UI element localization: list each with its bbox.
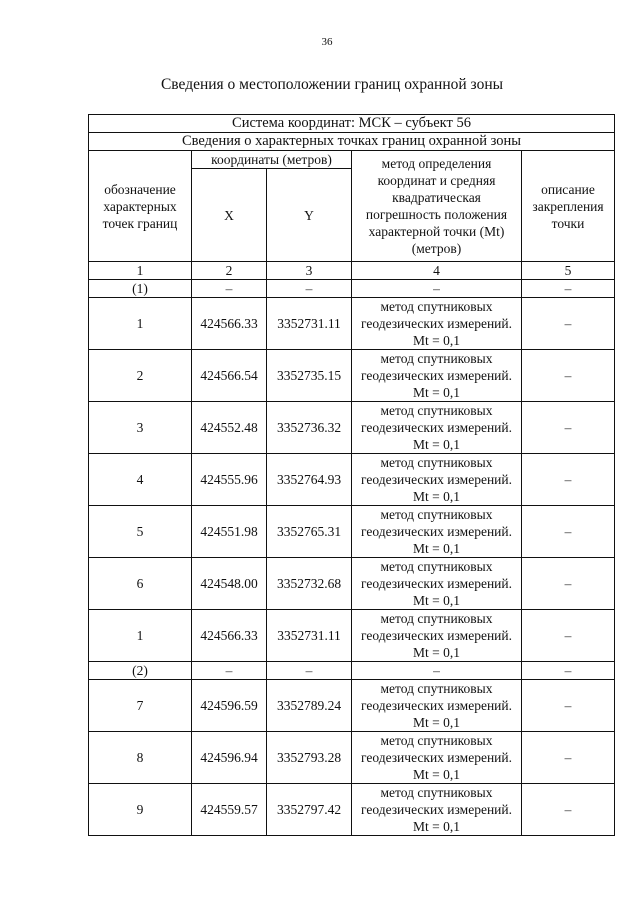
method-cell: – — [352, 662, 522, 680]
section-info-row — [89, 133, 615, 151]
column-number: 1 — [89, 262, 192, 280]
y-coordinate: 3352797.42 — [267, 784, 352, 836]
column-number: 5 — [522, 262, 615, 280]
x-coordinate: 424559.57 — [192, 784, 267, 836]
header-y: Y — [267, 169, 352, 262]
y-coordinate: 3352789.24 — [267, 680, 352, 732]
point-label: 4 — [89, 454, 192, 506]
y-coordinate: 3352735.15 — [267, 350, 352, 402]
column-number: 3 — [267, 262, 352, 280]
x-coordinate: 424566.33 — [192, 298, 267, 350]
point-label: 1 — [89, 610, 192, 662]
point-label: 3 — [89, 402, 192, 454]
point-label: 2 — [89, 350, 192, 402]
y-coordinate: 3352731.11 — [267, 298, 352, 350]
x-coordinate: 424566.33 — [192, 610, 267, 662]
section-info-cell: Сведения о характерных точках границ охранной зоны — [89, 133, 615, 151]
method-cell: метод спутниковых геодезических измерений. Mt = 0,1 — [352, 558, 522, 610]
table-row — [89, 506, 615, 558]
table-row — [89, 610, 615, 662]
method-cell: метод спутниковых геодезических измерений. Mt = 0,1 — [352, 732, 522, 784]
method-cell: метод спутниковых геодезических измерений. Mt = 0,1 — [352, 784, 522, 836]
description-cell: – — [522, 784, 615, 836]
description-cell: – — [522, 402, 615, 454]
point-label: 6 — [89, 558, 192, 610]
table-row — [89, 558, 615, 610]
description-cell: – — [522, 558, 615, 610]
header-description: описание закрепления точки — [522, 151, 615, 262]
description-cell: – — [522, 350, 615, 402]
column-number: 4 — [352, 262, 522, 280]
y-coordinate: 3352731.11 — [267, 610, 352, 662]
x-coordinate: – — [192, 662, 267, 680]
y-coordinate: 3352793.28 — [267, 732, 352, 784]
contour-label: (1) — [89, 280, 192, 298]
table-row — [89, 402, 615, 454]
header-method: метод определения координат и средняя квадратическая погрешность положения характерной точки (Mt) (метров) — [352, 151, 522, 262]
header-designation: обозначение характерных точек границ — [89, 151, 192, 262]
x-coordinate: – — [192, 280, 267, 298]
table-row — [89, 680, 615, 732]
method-cell: метод спутниковых геодезических измерений. Mt = 0,1 — [352, 610, 522, 662]
description-cell: – — [522, 680, 615, 732]
x-coordinate: 424555.96 — [192, 454, 267, 506]
x-coordinate: 424596.59 — [192, 680, 267, 732]
coordinate-system-cell: Система координат: МСК – субъект 56 — [89, 115, 615, 133]
point-label: 1 — [89, 298, 192, 350]
contour-label: (2) — [89, 662, 192, 680]
description-cell: – — [522, 298, 615, 350]
x-coordinate: 424566.54 — [192, 350, 267, 402]
table-row — [89, 298, 615, 350]
description-cell: – — [522, 732, 615, 784]
column-numbers-row — [89, 262, 615, 280]
coordinate-system-row — [89, 115, 615, 133]
method-cell: метод спутниковых геодезических измерений. Mt = 0,1 — [352, 506, 522, 558]
x-coordinate: 424596.94 — [192, 732, 267, 784]
description-cell: – — [522, 506, 615, 558]
document-title: Сведения о местоположении границ охранной зоны — [160, 76, 504, 93]
method-cell: метод спутниковых геодезических измерений. Mt = 0,1 — [352, 680, 522, 732]
table-row — [89, 350, 615, 402]
x-coordinate: 424551.98 — [192, 506, 267, 558]
point-label: 5 — [89, 506, 192, 558]
y-coordinate: 3352764.93 — [267, 454, 352, 506]
y-coordinate: – — [267, 662, 352, 680]
method-cell: метод спутниковых геодезических измерений. Mt = 0,1 — [352, 350, 522, 402]
table-row — [89, 454, 615, 506]
description-cell: – — [522, 610, 615, 662]
table-row — [89, 784, 615, 836]
table-row — [89, 732, 615, 784]
x-coordinate: 424552.48 — [192, 402, 267, 454]
page-number: 36 — [321, 36, 333, 48]
point-label: 7 — [89, 680, 192, 732]
coordinates-table — [88, 114, 615, 836]
point-label: 8 — [89, 732, 192, 784]
y-coordinate: – — [267, 280, 352, 298]
y-coordinate: 3352732.68 — [267, 558, 352, 610]
method-cell: – — [352, 280, 522, 298]
description-cell: – — [522, 454, 615, 506]
y-coordinate: 3352736.32 — [267, 402, 352, 454]
header-row-top — [89, 151, 615, 169]
header-coordinates: координаты (метров) — [192, 151, 352, 169]
group-row — [89, 662, 615, 680]
description-cell: – — [522, 280, 615, 298]
header-x: X — [192, 169, 267, 262]
group-row — [89, 280, 615, 298]
y-coordinate: 3352765.31 — [267, 506, 352, 558]
column-number: 2 — [192, 262, 267, 280]
method-cell: метод спутниковых геодезических измерений. Mt = 0,1 — [352, 298, 522, 350]
description-cell: – — [522, 662, 615, 680]
x-coordinate: 424548.00 — [192, 558, 267, 610]
point-label: 9 — [89, 784, 192, 836]
method-cell: метод спутниковых геодезических измерений. Mt = 0,1 — [352, 454, 522, 506]
method-cell: метод спутниковых геодезических измерений. Mt = 0,1 — [352, 402, 522, 454]
